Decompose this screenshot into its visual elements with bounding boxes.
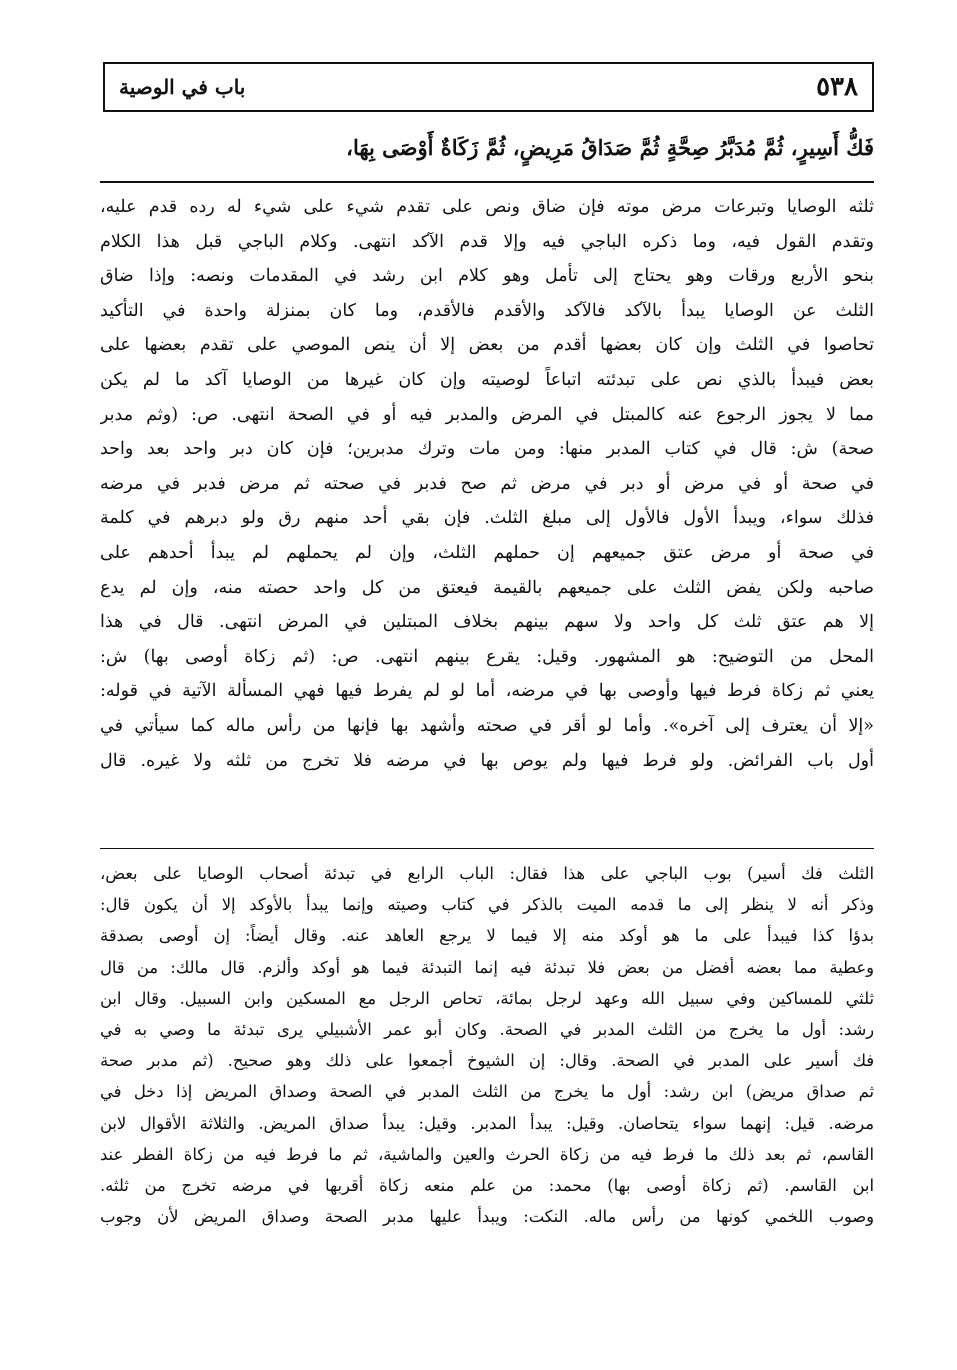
footnote-line: رشد: أول ما يخرج من الثلث المدبر في الصحة. وكان أبو عمر الأشبيلي يرى تبدئة ما وصي به في: [100, 1019, 874, 1039]
footnote-line: القاسم، ثم بعد ذلك ما فرط فيه من زكاة الحرث والعين والماشية، ثم ما فرط فيه من زكاة الفطر عند: [100, 1144, 874, 1164]
footnote-line: فك أسير على المدبر في الصحة. وقال: إن الشيوخ أجمعوا على ذلك وهو صحيح. (ثم مدبر صحة: [100, 1051, 874, 1071]
footnote-line: ابن القاسم. (ثم زكاة أوصى بها) محمد: من علم منعه زكاة أقربها في مرضه تخرج من ثلثه.: [100, 1175, 874, 1195]
commentary-line: في صحة أو في مرض أو دبر في مرض ثم صح فدبر في صحته ثم مرض فدبر في مرضه: [100, 473, 874, 494]
matn-text: فَكُّ أَسِيرٍ، ثُمَّ مُدَبَّرُ صِحَّةٍ ثُمَّ صَدَاقُ مَرِيضٍ، ثُمَّ زَكَاةٌ أَوْصَى بِهَا،: [346, 135, 874, 160]
footnote-line: وصوب اللخمي كونها من رأس ماله. النكت: ويبدأ عليها مدبر الصحة وصداق المريض لأن وجوب: [100, 1207, 874, 1227]
commentary-line: إلا هم عتق ثلث كل واحد ولا سهم بينهم بخلاف المبتلين في المرض انتهى. قال في هذا: [100, 612, 874, 633]
matn-divider: [100, 181, 874, 183]
commentary-line: المحل من التوضيح: هو المشهور. وقيل: يقرع بينهم انتهى. ص: (ثم زكاة أوصى بها) ش:: [100, 646, 874, 667]
page-header: [103, 62, 874, 112]
footnote-line: مرضه. قيل: إنهما سواء يتحاصان. وقيل: يبدأ المدبر. وقيل: يبدأ صداق المريض. والثلاثة الأقوال لابن: [100, 1113, 874, 1133]
section-title: باب في الوصية: [119, 75, 246, 99]
footnote-line: ثم صداق مريض) ابن رشد: أول ما يخرج من الثلث المدبر في الصحة وصداق المريض إذا دخل في: [100, 1082, 874, 1102]
commentary-line: يعني ثم زكاة فرط فيها وأوصى بها في مرضه، أما لو لم يفرط فيها فهي المسألة الآتية في قوله:: [100, 681, 874, 702]
footnotes: [100, 858, 874, 1232]
footnote-line: وعطية مما بعضه أفضل من بعض فلا تبدئة فيه إنما التبدئة فيما هو أوكد وألزم. قال مالك: من قال: [100, 957, 874, 977]
footnote-line: الثلث فك أسير) بوب الباجي على هذا فقال: الباب الرابع في تبدئة أصحاب الوصايا على بعض،: [100, 864, 874, 883]
page-number: ٥٣٨: [816, 72, 858, 102]
commentary-line: مما لا يجوز الرجوع عنه كالمبتل في المرض والمدبر فيه أو في الصحة انتهى. ص: (وثم مدبر: [100, 404, 874, 425]
commentary-line: تحاصوا في الثلث وإن كان بعضها أقدم من بعض إلا أن ينص الموصي على تقدم بعضها على: [100, 335, 874, 356]
commentary-line: الثلث عن الوصايا يبدأ بالآكد فالآكد والأقدم فالأقدم، وما كان بمنزلة واحدة في التأكيد: [100, 300, 874, 321]
commentary-line: أول باب الفرائض. ولو فرط فيها ولم يوص بها في مرضه فلا تخرج من ثلثه ولا غيره. قال: [100, 750, 874, 771]
footnote-line: وذكر أنه لا ينظر إلى ما قدمه الميت بالذكر في كتاب وصيته وإنما يبدأ بالأوكد إلا أن يكون قال:: [100, 895, 874, 915]
commentary-line: بنحو الأربع ورقات وهو يحتاج إلى تأمل وهو كلام ابن رشد في المقدمات ونصه: وإذا ضاق: [100, 266, 874, 287]
commentary-line: صحة) ش: قال في كتاب المدبر منها: ومن مات وترك مدبرين؛ فإن كان دبر واحد بعد واحد: [100, 439, 874, 460]
footnote-line: ثلثي للمساكين وفي سبيل الله وعهد لرجل بمائة، تحاص الرجل مع المسكين وابن السبيل. وقال ابن: [100, 988, 874, 1008]
commentary-line: بعض فيبدأ بالذي نص على تبدئته اتباعاً لوصيته وإن كان غيرها من الوصايا آكد ما لم يكن: [100, 369, 874, 390]
commentary-line: وتقدم القول فيه، وما ذكره الباجي فيه وإلا قدم الآكد انتهى. وكلام الباجي قبل هذا الكلام: [100, 231, 874, 252]
commentary-line: صاحبه ولكن يفض الثلث على جميعهم بالقيمة فيعتق من كل واحد حصته منه، وإن لم يدع: [100, 577, 874, 598]
commentary-body: [100, 190, 874, 778]
commentary-line: ثلثه الوصايا وتبرعات مرض موته فإن ضاق ونص على تقدم شيء على شيء له رده قدم عليه،: [100, 197, 874, 217]
commentary-line: في صحة أو مرض عتق جميعهم إن حملهم الثلث، وإن لم يحملهم لم يبدأ أحدهم على: [100, 542, 874, 563]
footnote-divider: [100, 848, 874, 849]
footnote-line: بدؤا كذا فيبدأ على ما هو أوكد منه إلا فيما لا يرجع العاهد عنه. وقال أيضاً: إن أوصى بصدقة: [100, 926, 874, 946]
commentary-line: فذلك سواء، ويبدأ الأول فالأول إلى مبلغ الثلث. فإن بقي أحد منهم رق ولو دبرهم في كلمة: [100, 508, 874, 529]
commentary-line: «إلا أن يعترف إلى آخره». وأما لو أقر في صحته وأشهد بها فإنها من رأس ماله كما سيأتي في: [100, 715, 874, 736]
